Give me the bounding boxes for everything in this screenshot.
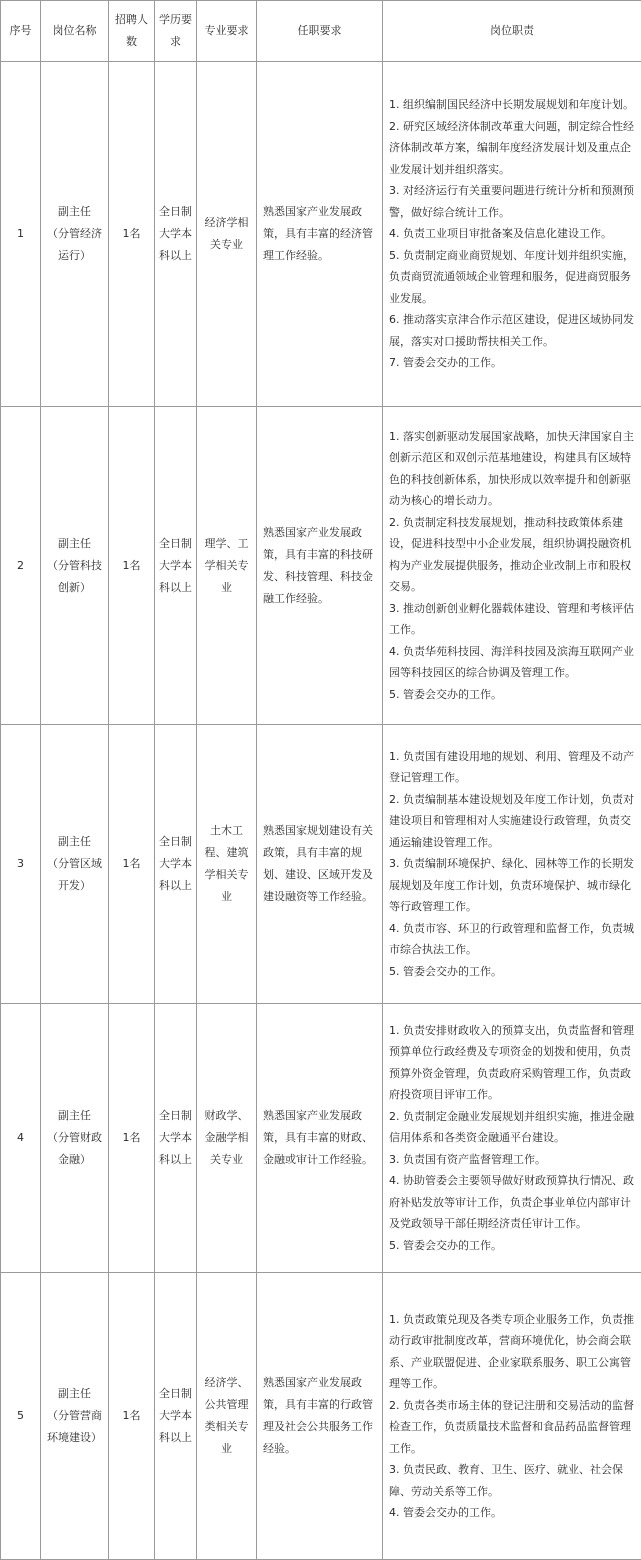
duty-item: 1. 负责政策兑现及各类专项企业服务工作，负责推动行政审批制度改革，营商环境优化，协会商会联系、产业联盟促进、企业家联系服务、职工公寓管理等工作。 [389, 1309, 635, 1395]
position-subtitle: （分管经济运行） [45, 223, 104, 267]
duty-item: 3. 对经济运行有关重要问题进行统计分析和预测预警，做好综合统计工作。 [389, 180, 635, 223]
seq-cell: 3 [1, 725, 41, 1004]
position-cell [41, 725, 109, 1004]
requirements-cell: 熟悉国家产业发展政策，具有丰富的财政、金融或审计工作经验。 [257, 1004, 383, 1273]
major-cell: 财政学、金融学相关专业 [197, 1004, 257, 1273]
seq-cell: 5 [1, 1273, 41, 1560]
duties-cell [383, 725, 641, 1004]
duty-item: 3. 推动创新创业孵化器载体建设、管理和考核评估工作。 [389, 598, 635, 641]
position-title: 副主任 [45, 1383, 104, 1405]
table-row [1, 1273, 641, 1560]
education-cell: 全日制大学本科以上 [155, 725, 197, 1004]
duty-item: 1. 负责国有建设用地的规划、利用、管理及不动产登记管理工作。 [389, 746, 635, 789]
major-cell: 经济学相关专业 [197, 62, 257, 407]
seq-cell: 1 [1, 62, 41, 407]
major-cell: 土木工程、建筑学相关专业 [197, 725, 257, 1004]
requirements-cell: 熟悉国家产业发展政策，具有丰富的科技研发、科技管理、科技金融工作经验。 [257, 407, 383, 725]
duties-cell [383, 1004, 641, 1273]
duty-item: 4. 管委会交办的工作。 [389, 1502, 635, 1524]
header-row [1, 1, 641, 62]
major-cell: 经济学、公共管理类相关专业 [197, 1273, 257, 1560]
education-cell: 全日制大学本科以上 [155, 1273, 197, 1560]
header-duties: 岗位职责 [383, 1, 641, 62]
education-cell: 全日制大学本科以上 [155, 407, 197, 725]
count-cell: 1名 [109, 407, 155, 725]
table-row [1, 407, 641, 725]
seq-cell: 4 [1, 1004, 41, 1273]
header-position-name: 岗位名称 [41, 1, 109, 62]
table-row [1, 725, 641, 1004]
position-title: 副主任 [45, 1105, 104, 1127]
header-requirements: 任职要求 [257, 1, 383, 62]
duty-item: 5. 管委会交办的工作。 [389, 684, 635, 706]
position-subtitle: （分管区域开发） [45, 853, 104, 897]
position-cell [41, 1004, 109, 1273]
seq-cell: 2 [1, 407, 41, 725]
duty-item: 1. 组织编制国民经济中长期发展规划和年度计划。 [389, 94, 635, 116]
table-row [1, 1004, 641, 1273]
header-seq: 序号 [1, 1, 41, 62]
duty-item: 7. 管委会交办的工作。 [389, 352, 635, 374]
education-cell: 全日制大学本科以上 [155, 62, 197, 407]
duty-item: 2. 负责制定科技发展规划，推动科技政策体系建设，促进科技型中小企业发展，组织协调投融资机构为产业发展提供服务，推动企业改制上市和股权交易。 [389, 512, 635, 598]
requirements-cell: 熟悉国家规划建设有关政策，具有丰富的规划、建设、区域开发及建设融资等工作经验。 [257, 725, 383, 1004]
duty-item: 2. 负责制定金融业发展规划并组织实施，推进金融信用体系和各类资金融通平台建设。 [389, 1106, 635, 1149]
duties-cell [383, 1273, 641, 1560]
duty-item: 1. 负责安排财政收入的预算支出，负责监督和管理预算单位行政经费及专项资金的划拨和使用，负责预算外资金管理，负责政府采购管理工作，负责政府投资项目评审工作。 [389, 1020, 635, 1106]
header-education: 学历要求 [155, 1, 197, 62]
count-cell: 1名 [109, 1273, 155, 1560]
position-title: 副主任 [45, 533, 104, 555]
position-subtitle: （分管科技创新） [45, 555, 104, 599]
duty-item: 4. 负责工业项目审批备案及信息化建设工作。 [389, 223, 635, 245]
position-title: 副主任 [45, 831, 104, 853]
count-cell: 1名 [109, 1004, 155, 1273]
position-cell [41, 1273, 109, 1560]
count-cell: 1名 [109, 62, 155, 407]
requirements-cell: 熟悉国家产业发展政策，具有丰富的经济管理工作经验。 [257, 62, 383, 407]
duty-item: 4. 协助管委会主要领导做好财政预算执行情况、政府补贴发放等审计工作，负责企事业单位内部审计及党政领导干部任期经济责任审计工作。 [389, 1170, 635, 1235]
duties-cell [383, 62, 641, 407]
duty-item: 3. 负责民政、教育、卫生、医疗、就业、社会保障、劳动关系等工作。 [389, 1459, 635, 1502]
position-subtitle: （分管营商环境建设） [45, 1405, 104, 1449]
position-cell [41, 407, 109, 725]
position-title: 副主任 [45, 201, 104, 223]
header-major: 专业要求 [197, 1, 257, 62]
duty-item: 2. 负责各类市场主体的登记注册和交易活动的监督检查工作，负责质量技术监督和食品药品监督管理工作。 [389, 1395, 635, 1460]
duties-cell [383, 407, 641, 725]
major-cell: 理学、工学相关专业 [197, 407, 257, 725]
requirements-cell: 熟悉国家产业发展政策，具有丰富的行政管理及社会公共服务工作经验。 [257, 1273, 383, 1560]
header-hiring-count: 招聘人数 [109, 1, 155, 62]
duty-item: 4. 负责市容、环卫的行政管理和监督工作，负责城市综合执法工作。 [389, 918, 635, 961]
duty-item: 3. 负责编制环境保护、绿化、园林等工作的长期发展规划及年度工作计划，负责环境保护、城市绿化等行政管理工作。 [389, 853, 635, 918]
education-cell: 全日制大学本科以上 [155, 1004, 197, 1273]
duty-item: 5. 管委会交办的工作。 [389, 961, 635, 983]
duty-item: 3. 负责国有资产监督管理工作。 [389, 1149, 635, 1171]
duty-item: 5. 负责制定商业商贸规划、年度计划并组织实施，负责商贸流通领域企业管理和服务，促进商贸服务业发展。 [389, 245, 635, 310]
duty-item: 1. 落实创新驱动发展国家战略，加快天津国家自主创新示范区和双创示范基地建设，构建具有区域特色的科技创新体系，加快形成以效率提升和创新驱动为核心的增长动力。 [389, 426, 635, 512]
duty-item: 6. 推动落实京津合作示范区建设，促进区域协同发展，落实对口援助帮扶相关工作。 [389, 309, 635, 352]
count-cell: 1名 [109, 725, 155, 1004]
duty-item: 2. 负责编制基本建设规划及年度工作计划，负责对建设项目和管理相对人实施建设行政管理，负责交通运输建设管理工作。 [389, 789, 635, 854]
duty-item: 2. 研究区域经济体制改革重大问题，制定综合性经济体制改革方案，编制年度经济发展计划及重点企业发展计划并组织落实。 [389, 116, 635, 181]
duty-item: 4. 负责华苑科技园、海洋科技园及滨海互联网产业园等科技园区的综合协调及管理工作。 [389, 641, 635, 684]
table-row [1, 62, 641, 407]
position-subtitle: （分管财政金融） [45, 1127, 104, 1171]
position-cell [41, 62, 109, 407]
duty-item: 5. 管委会交办的工作。 [389, 1235, 635, 1257]
